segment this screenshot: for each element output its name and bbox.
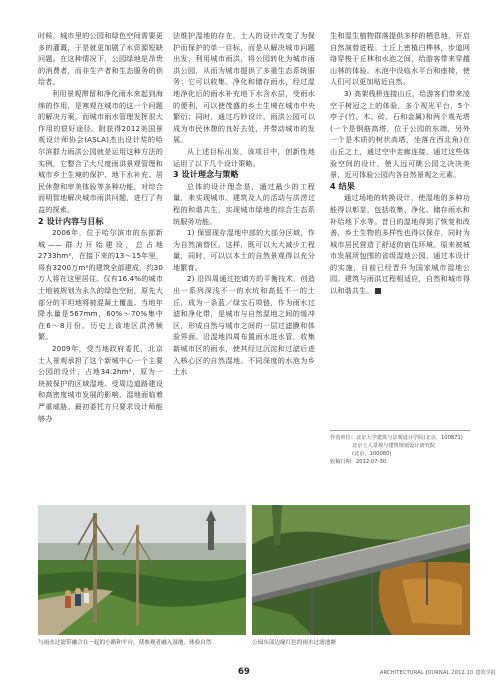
stormwater-pond-illustration (252, 505, 470, 635)
author-affiliation: 作者单位：北京大学建筑与景观设计学院(北京，100871) (330, 435, 463, 441)
paragraph: 1) 保留现存湿地中部的大部分区域，作为自然演替区。这样，既可以大大减少工程量，同时，可以以本土的自然景观得以充分地繁育。 (173, 228, 315, 272)
paragraph-results: 通过场地的转换设计，使湿地的多种功能得以彰显，包括收集、净化、储存雨水和补给地下水等。昔日的湿地得到了恢复和改善，乡土生物的多样性也得以保存，同时为城市居民营造了舒适的宿住环境。原来被城市发展所包围的省级湿地公园，通过本设计的实施，目前已经晋升为国家城市湿地公园。建筑与雨洪过程相适应，自然和城市得以和谐共生。 (330, 193, 470, 296)
paragraph: 从上述目标出发，该项目中，创新性地运用了以下几个设计策略。 (173, 146, 315, 168)
section-heading: 4 结果 (330, 181, 355, 191)
received-date: 收稿日期：2012-07-30 (330, 459, 387, 465)
paragraph: 利用景观滞留和净化雨水来起到海绵的作用，是寒观在城市的这一个问题的解决方案，而城市雨水管理发挥很大作用的很好途径。附获得2012美国景观设计师协会(ASLA)杰出设计奖的哈尔滨群力雨洪公园就是运用这种方法的实例，它整合了大尺度雨洪景观管理和城市乡土生境的保护、地下水补充、居民休憩和审美体验等多种功能，对综合而明智地解决城市雨洪问题，进行了有益的探索。 (38, 88, 163, 214)
author-affiliation-2: 北京土人景观与建筑规划设计研究院 (352, 443, 436, 449)
author-affiliation-3: (北京，100080) (352, 451, 392, 457)
section-heading: 3 设计理念与策略 (173, 170, 239, 180)
page-number: 69 (238, 667, 250, 677)
stormwater-pond-photo (252, 505, 470, 635)
text-column-1 (38, 30, 163, 424)
text-column-2 (173, 30, 315, 378)
wetland-path-illustration (38, 505, 246, 635)
author-info (330, 430, 470, 466)
paragraph: 总体的设计理念是，通过最少的工程量，来实现城市、建筑及人的活动与洪涝过程的和谐共生，实现城市绿地的综合生态系统服务功能。 (173, 181, 315, 226)
photo-caption-1: 与雨水过滤带融合在一起的小路和平台，使参观者融入湿地、体验自然 (38, 640, 212, 646)
paragraph: 3) 高架栈桥连接山丘，给游客们带来凌空于树冠之上的体验，多个视光平台，5个亭子(竹、木、砖、石和金属)和两个观光塔(一个是钢筋高塔，位于公园的东端，另外一个是木质的树状高塔，坐落在西北角)在山丘之上，通过空中走廊连接，通过这些体验空间的设计，使人远可眺公园之决决美景，近可体验公园内各自然景观之元素。 (330, 88, 470, 180)
paragraph: 生和湿生植物群落提供多样的栖息地，开启自然演替进程。土丘上密植白桦林，步道网络穿梭于丘林和水泡之间，给游客带来穿越山林的体验。水泡中设临水平台和座椅，使人们可以更加贴近自然。 (330, 31, 470, 87)
paragraph: 时候，城市里的公园和绿色空间需要更多的灌溉，于是就更加剧了水资源短缺问题。在这种情况下，公园绿地是昂贵的消费者，而非生产者和生态服务的供给者。 (38, 31, 163, 87)
paragraph: 法维护湿地的存在，土人的设计改变了为保护而保护的单一目标，而是从解决城市问题出发，利用城市雨洪，将公园转化为城市雨洪公园，从而为城市提供了多重生态系统服务：它可以收集、净化和储存雨水，经过湿地净化后的雨水补充地下水含水层，受雨水的便利，可以使茂盛的乡土生境在城市中央繁衍；同时，通过巧妙设计，雨洪公园可以成为市民休憩的良好去处，并带动城市的发展。 (173, 31, 315, 145)
photo-caption-2: 公园东部边缘红色的雨水过滤池塘 (252, 640, 336, 646)
paragraph: 2009年，受当地政府委托，北京土人景观承担了这个新城中心一个主要公园的设计，占地34.2hm²，原为一块被保护的区域湿地。受周边道路建设和高密度城市发展的影响，湿地面临着严重威胁。最初委托方只要求设计师能够办 (38, 344, 163, 423)
text-column-3 (330, 30, 470, 297)
paragraph: 2) 沿四周通过挖填方的平衡技术，创造出一系列深浅不一的水坑和高低不一的土丘，成为一条蓝／绿宝石项链，作为雨水过滤和净化带，是城市与自然湿地之间的缓冲区，形成自然与城市之间的一层过滤膜和体验界面。沿湿地四周布置雨水进水管，收集新城市区的雨水，使其经过沉淀和过滤后进入核心区的自然湿地。不同深度的水泡为乡土水 (173, 274, 315, 377)
wetland-path-photo (38, 505, 246, 635)
journal-name: ARCHITECTURAL JOURNAL 2012.10 建筑学报 (380, 670, 497, 676)
paragraph: 2006年，位于哈尔滨市的东部新城——群力开始建设，总占地2733hm²，在接下来的13～15年里，将有3200万m²的建筑全部建成，约30万人将在这里居住。仅有16.4%的城市土地被规划为永久的绿色空间，原先大部分的平坦地将被混凝土覆盖。当地年降水量是567mm，60%～70%集中在6～8月份。历史上该地区洪涝频繁。 (38, 228, 163, 342)
section-heading: 2 设计内容与目标 (38, 216, 104, 226)
end-of-article-mark (375, 288, 381, 294)
